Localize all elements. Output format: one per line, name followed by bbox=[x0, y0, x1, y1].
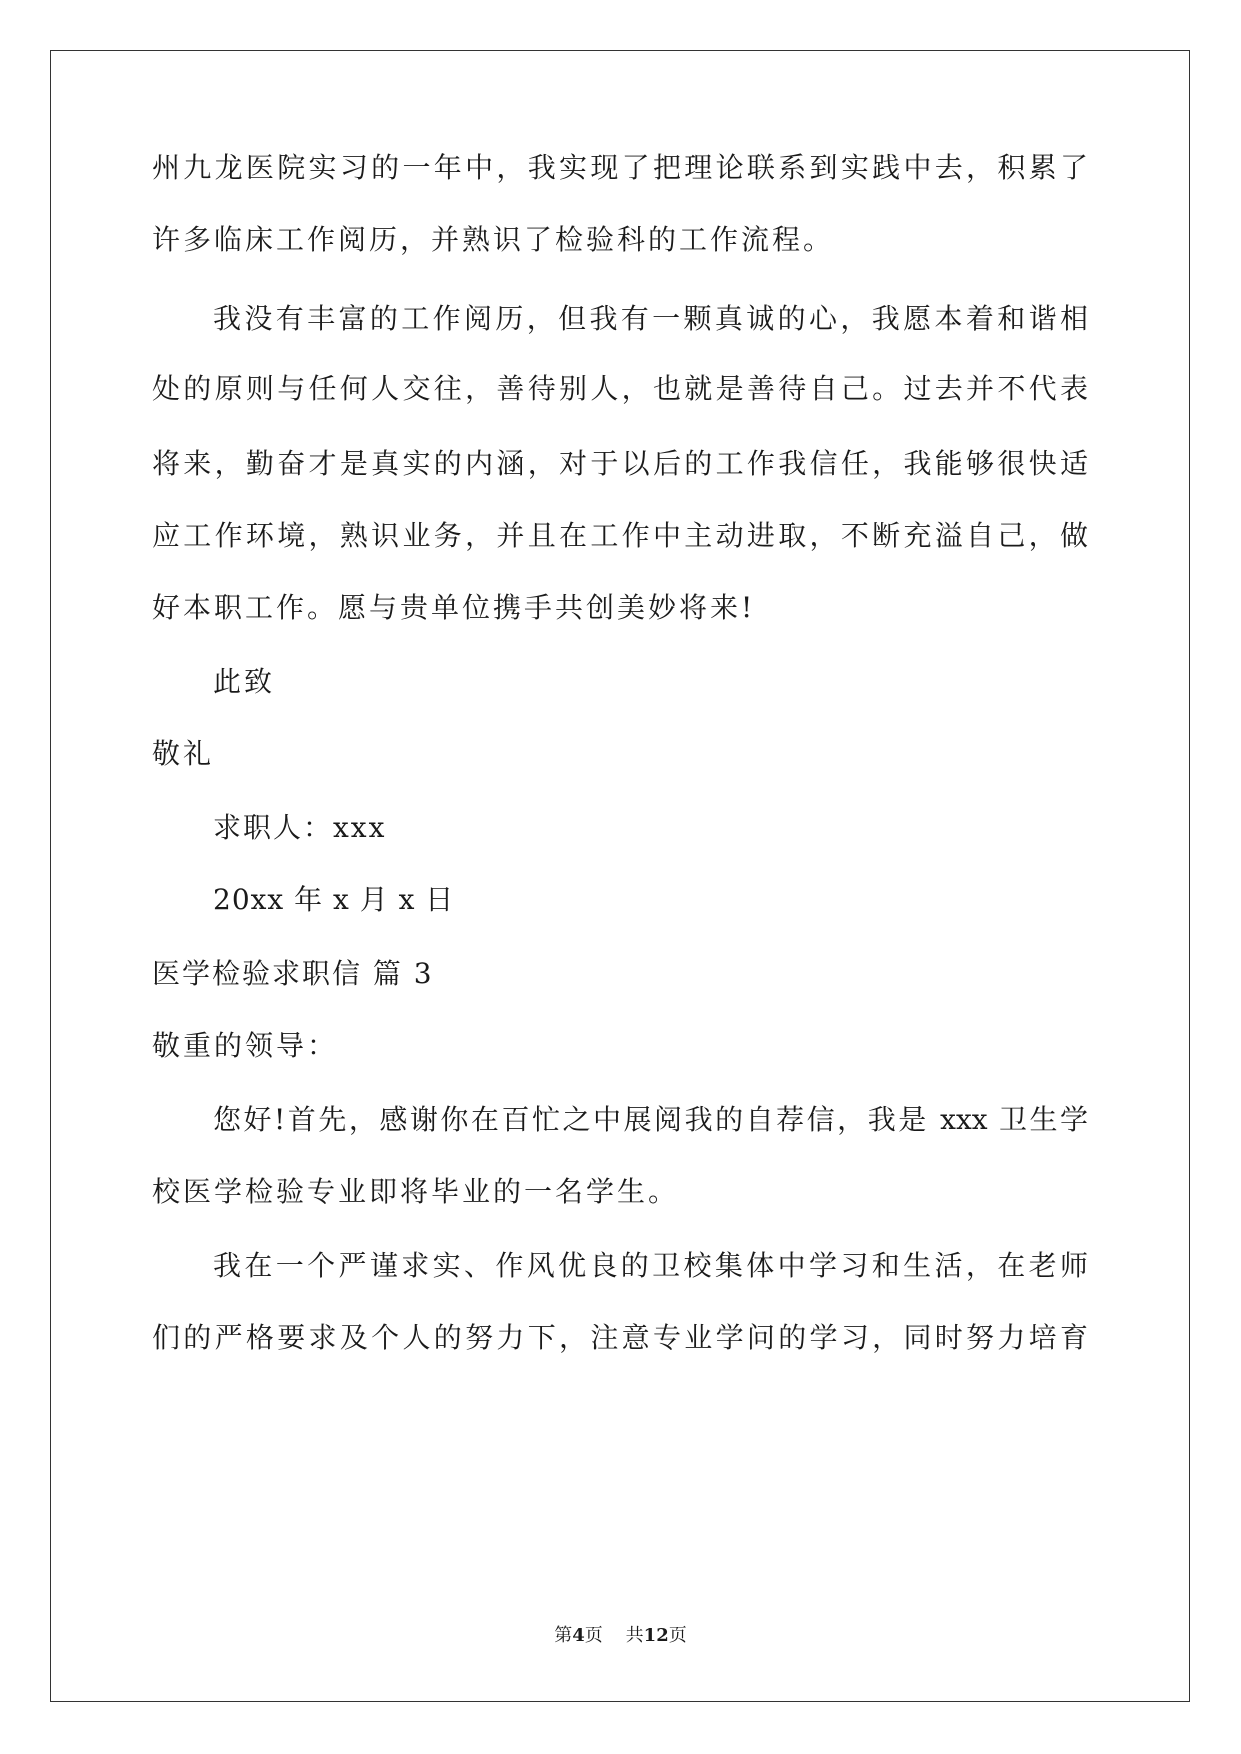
page-footer bbox=[0, 1624, 1241, 1648]
date-line: 20xx 年 x 月 x 日 bbox=[213, 883, 455, 916]
applicant-name: 求职人：xxx bbox=[213, 811, 387, 844]
text-line-15: 校医学检验专业即将毕业的一名学生。 bbox=[152, 1175, 680, 1208]
text-line-7: 好本职工作。愿与贵单位携手共创美妙将来! bbox=[152, 591, 756, 624]
text-line-5: 将来，勤奋才是真实的内涵，对于以后的工作我信任，我能够很快适 bbox=[152, 447, 1088, 480]
salutation-cizhi: 此致 bbox=[213, 665, 276, 698]
text-line-1: 州九龙医院实习的一年中，我实现了把理论联系到实践中去，积累了 bbox=[152, 151, 1088, 184]
greeting-line: 敬重的领导： bbox=[152, 1029, 339, 1062]
text-line-17: 们的严格要求及个人的努力下，注意专业学问的学习，同时努力培育 bbox=[152, 1321, 1088, 1354]
footer-total-pages: 12 bbox=[643, 1625, 669, 1646]
footer-prefix: 第 bbox=[554, 1625, 573, 1646]
section-heading: 医学检验求职信 篇 3 bbox=[152, 957, 434, 990]
text-line-2: 许多临床工作阅历，并熟识了检验科的工作流程。 bbox=[152, 223, 835, 256]
footer-total-suffix: 页 bbox=[668, 1625, 687, 1646]
text-line-16: 我在一个严谨求实、作风优良的卫校集体中学习和生活，在老师 bbox=[213, 1249, 1088, 1282]
text-line-4: 处的原则与任何人交往，善待别人，也就是善待自己。过去并不代表 bbox=[152, 372, 1088, 405]
footer-page-suffix: 页 bbox=[584, 1625, 603, 1646]
text-line-6: 应工作环境，熟识业务，并且在工作中主动进取，不断充溢自己，做 bbox=[152, 519, 1088, 552]
salutation-jingli: 敬礼 bbox=[152, 737, 215, 770]
page-border bbox=[50, 50, 1190, 1702]
text-line-14: 您好!首先，感谢你在百忙之中展阅我的自荐信，我是 xxx 卫生学 bbox=[213, 1103, 1088, 1136]
text-line-3: 我没有丰富的工作阅历，但我有一颗真诚的心，我愿本着和谐相 bbox=[213, 302, 1088, 335]
footer-page-number: 4 bbox=[572, 1625, 585, 1646]
footer-total-prefix: 共 bbox=[625, 1625, 644, 1646]
